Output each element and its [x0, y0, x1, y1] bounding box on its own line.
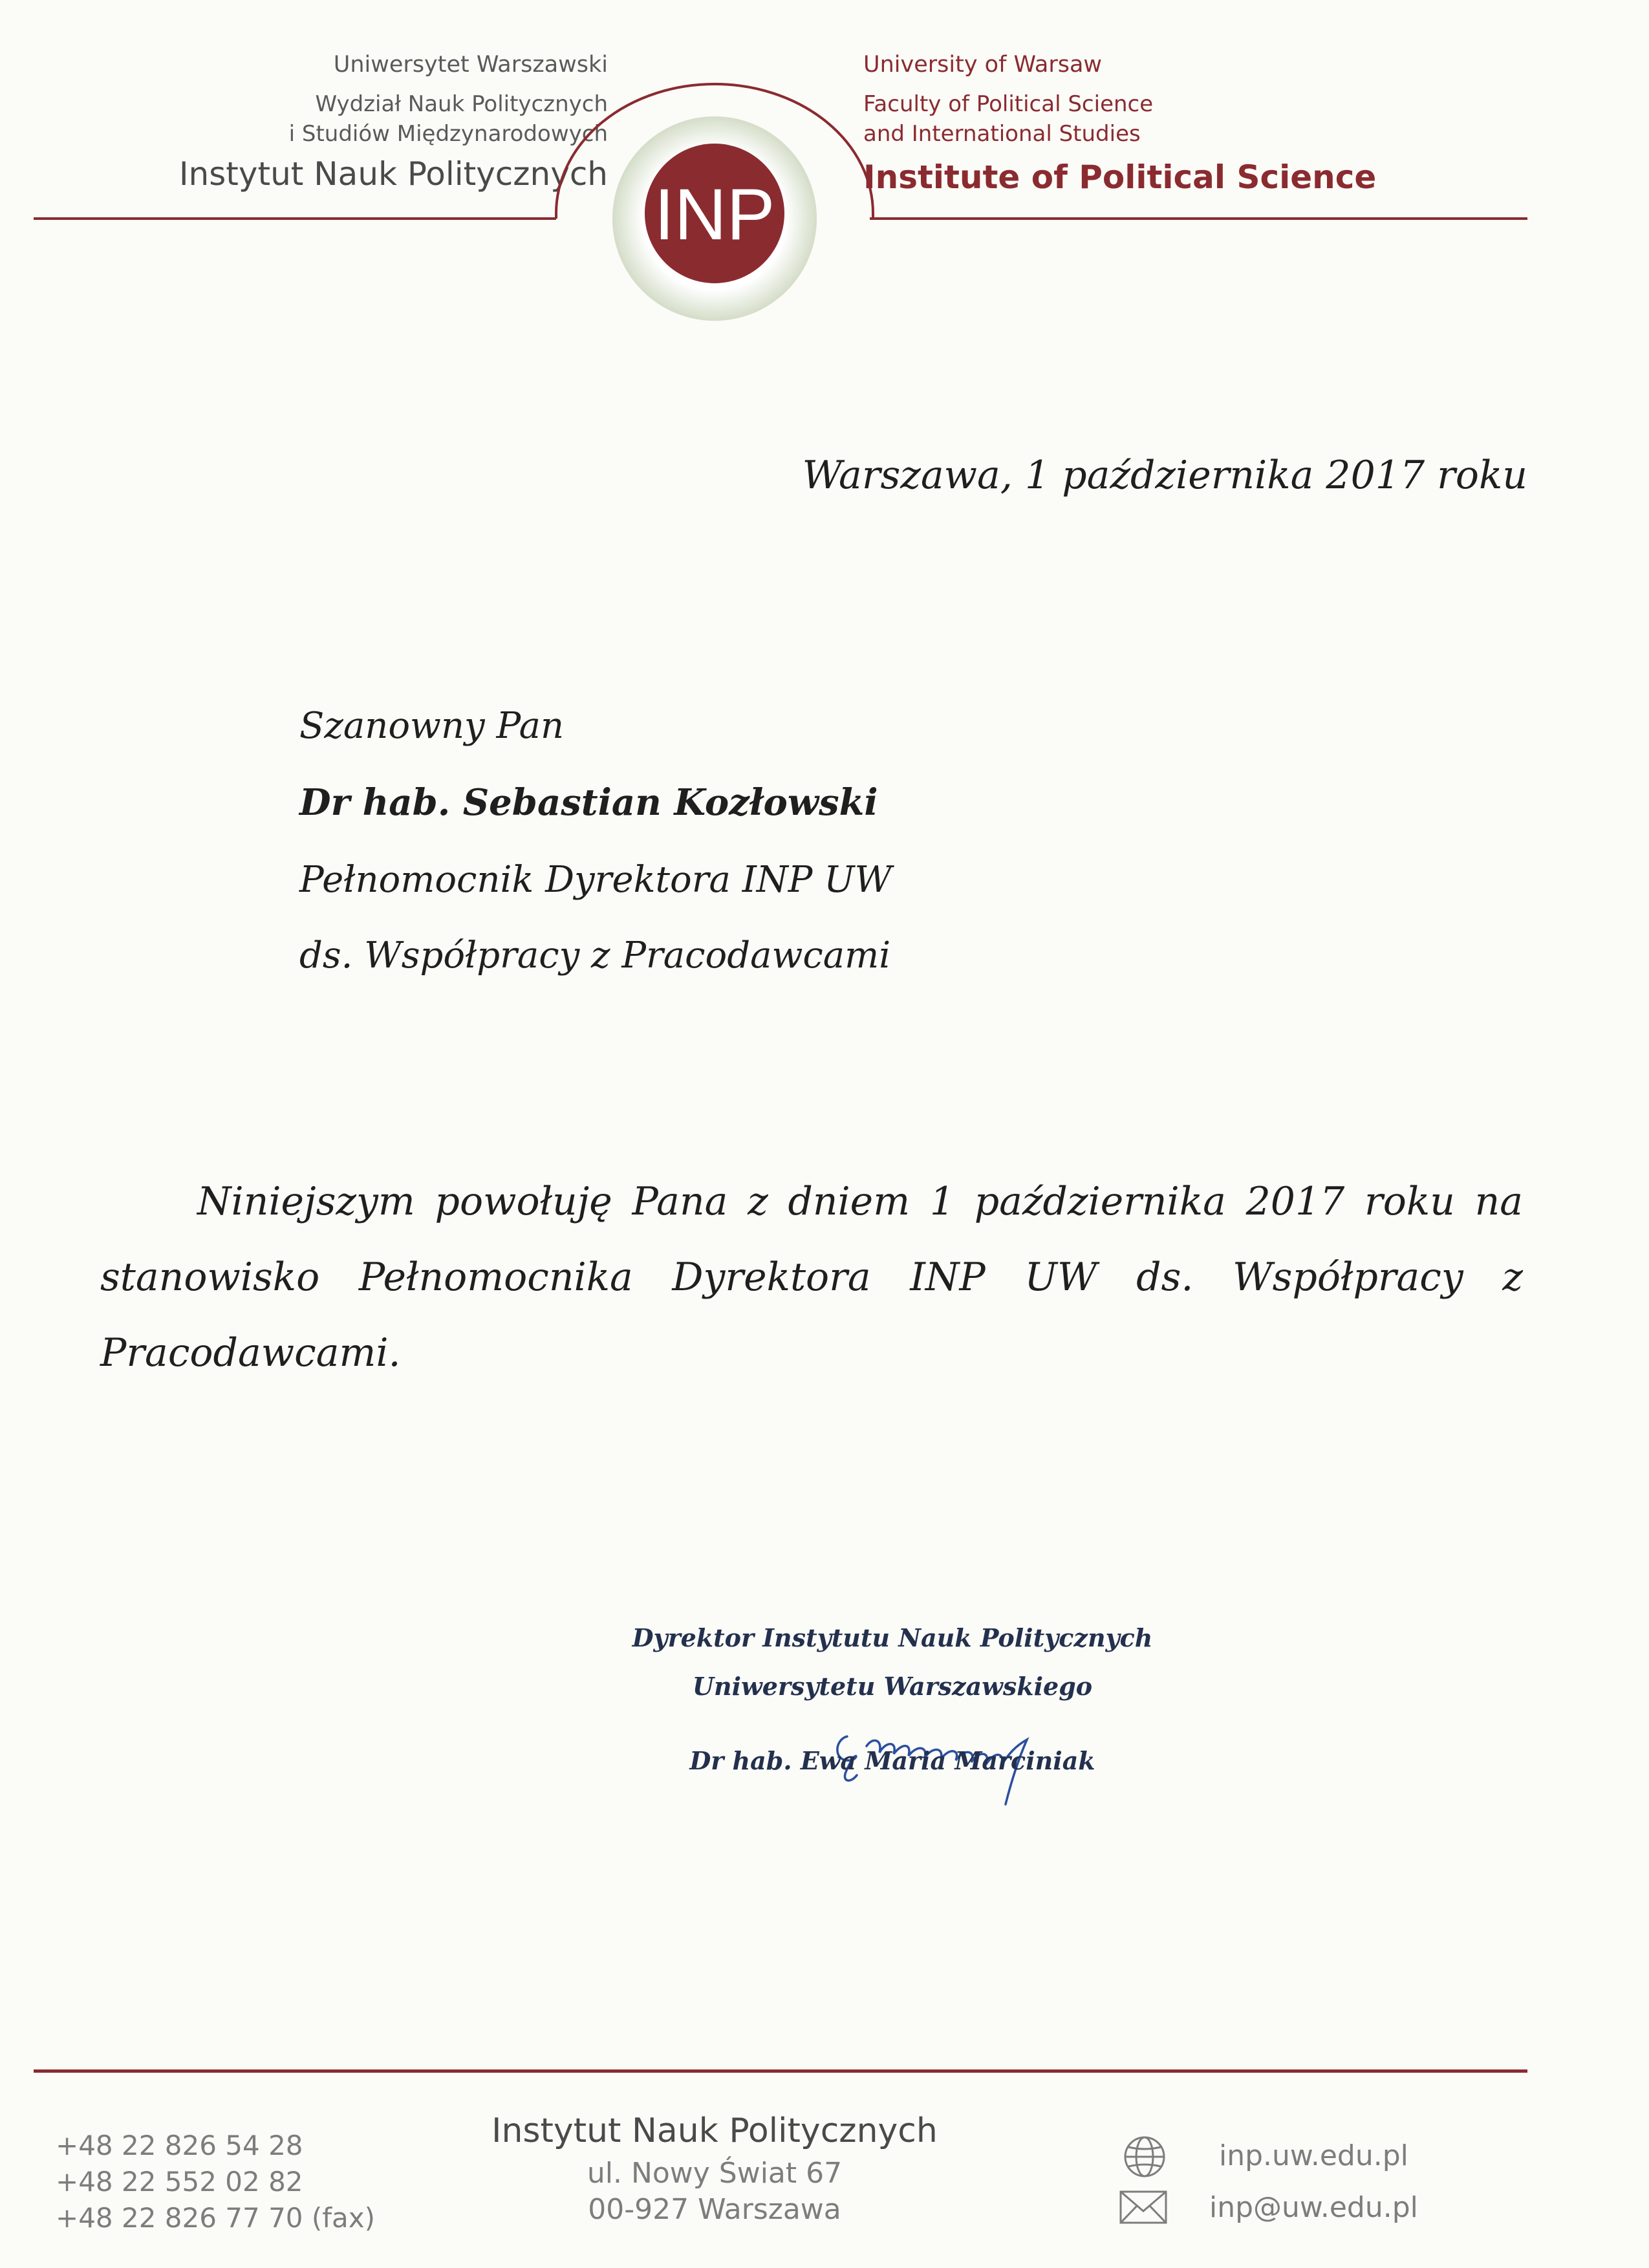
footer-email-link[interactable]: inp@uw.edu.pl	[1209, 2191, 1418, 2224]
signature-name: Dr hab. Ewa Maria Marciniak	[689, 1746, 1095, 1775]
footer-city: 00-927 Warszawa	[588, 2193, 841, 2226]
letter-date: Warszawa, 1 października 2017 roku	[802, 453, 1527, 498]
recipient-name: Dr hab. Sebastian Kozłowski	[299, 781, 878, 824]
header-faculty-en-line1: Faculty of Political Science	[863, 91, 1154, 117]
footer-website-link[interactable]: inp.uw.edu.pl	[1219, 2139, 1408, 2172]
header-university-pl: Uniwersytet Warszawski	[333, 52, 608, 78]
footer-phones	[56, 2128, 375, 2236]
envelope-icon	[1119, 2189, 1168, 2225]
header-faculty-en	[863, 89, 1153, 149]
header-faculty-pl-line1: Wydział Nauk Politycznych	[315, 91, 608, 117]
inp-logo	[550, 52, 879, 323]
footer-rule	[34, 2069, 1527, 2073]
recipient-position-2: ds. Współpracy z Pracodawcami	[299, 934, 891, 977]
footer-phone-2: +48 22 552 02 82	[56, 2166, 303, 2198]
footer-address	[453, 2111, 976, 2228]
header-rule-right	[870, 217, 1527, 220]
logo-text: INP	[654, 174, 775, 255]
signature-title-1: Dyrektor Instytutu Nauk Politycznych	[632, 1623, 1153, 1652]
footer-phone-1: +48 22 826 54 28	[56, 2130, 303, 2161]
header-faculty-pl-line2: i Studiów Międzynarodowych	[288, 121, 608, 147]
header-institute-en: Institute of Political Science	[863, 158, 1377, 196]
letter-body-text: Niniejszym powołuję Pana z dniem 1 października 2017 roku na stanowisko Pełnomocnika Dyrektora INP UW ds. Współpracy z Pracodawcami.	[100, 1179, 1523, 1376]
globe-icon	[1122, 2134, 1167, 2179]
header-faculty-en-line2: and International Studies	[863, 121, 1141, 147]
footer-fax: +48 22 826 77 70 (fax)	[56, 2202, 376, 2234]
footer-street: ul. Nowy Świat 67	[587, 2157, 843, 2190]
header-rule-left	[34, 217, 556, 220]
recipient-salutation: Szanowny Pan	[299, 705, 565, 747]
signature-title-2: Uniwersytetu Warszawskiego	[692, 1672, 1093, 1701]
header-institute-pl: Instytut Nauk Politycznych	[178, 155, 608, 193]
footer-institute: Instytut Nauk Politycznych	[491, 2111, 938, 2150]
letter-body	[100, 1164, 1523, 1391]
recipient-position-1: Pełnomocnik Dyrektora INP UW	[299, 859, 892, 901]
header-university-en: University of Warsaw	[863, 52, 1103, 78]
